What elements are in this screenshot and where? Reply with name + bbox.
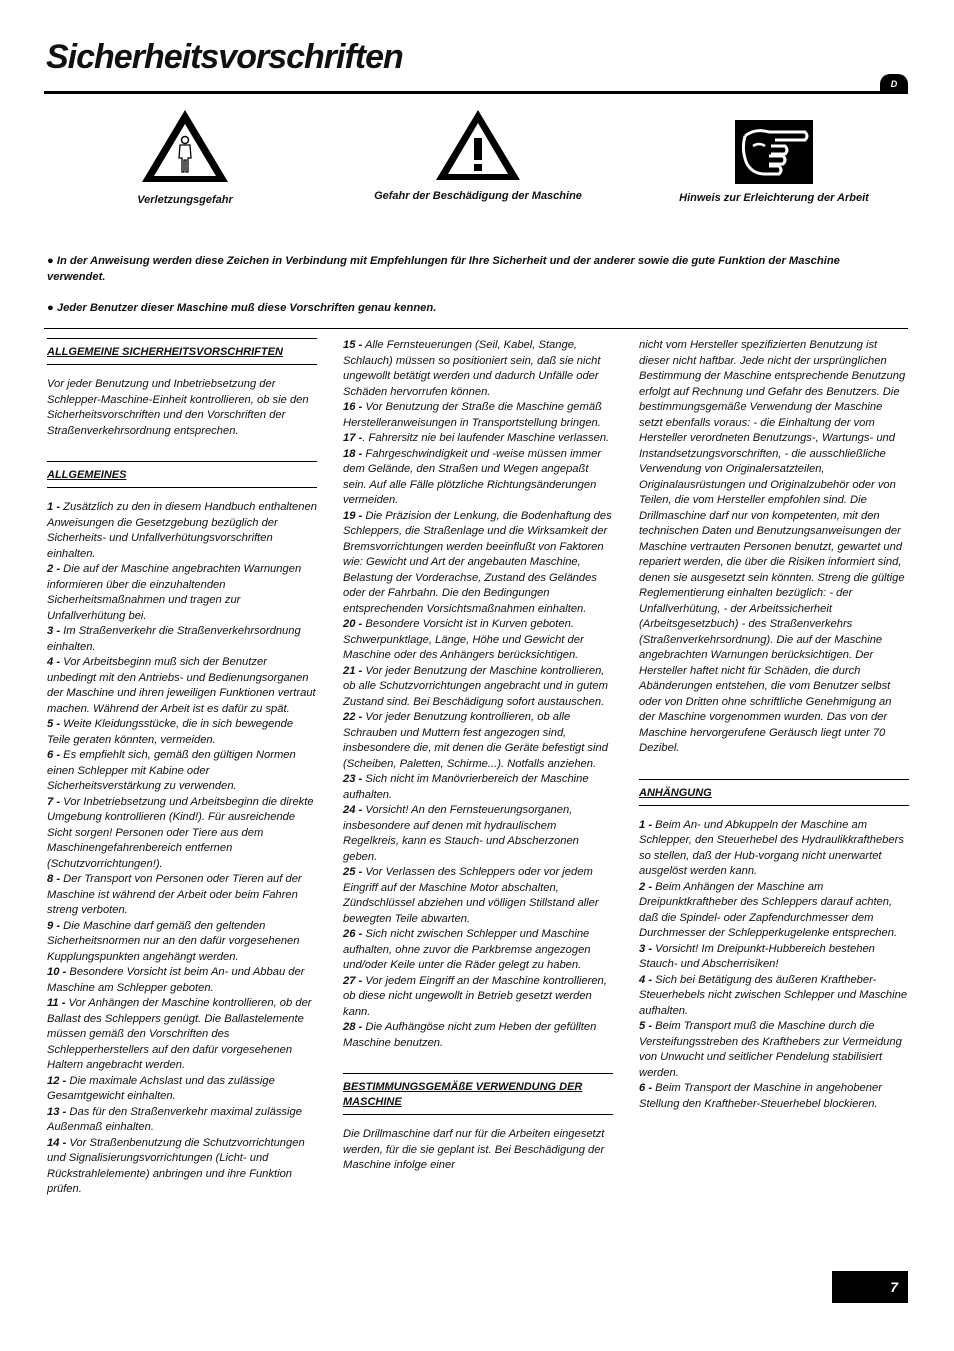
list-item (343, 338, 613, 400)
item-number: 26 - (343, 928, 363, 940)
item-text: Der Transport von Personen oder Tieren auf der Maschine ist während der Arbeit oder beim Fahren streng verboten. (47, 873, 302, 916)
list-item (343, 927, 613, 974)
item-number: 12 - (47, 1074, 67, 1087)
list-item (639, 880, 909, 942)
intro-paragraph-2: ● Jeder Benutzer dieser Maschine muß diese Vorschriften genau kennen. (47, 302, 437, 314)
item-text: Vor jedem Eingriff an der Maschine kontrollieren, ob diese nicht ungewollt in Betrieb gesetzt werden kann. (343, 974, 607, 1018)
list-item (47, 500, 317, 562)
list-item (47, 624, 317, 655)
symbol-injury-label: Verletzungsgefahr (137, 194, 233, 206)
item-number: 9 - (47, 919, 61, 932)
list-item (47, 1136, 317, 1198)
column-1 (47, 338, 317, 1198)
item-number: 11 - (47, 997, 66, 1009)
item-text: Vor Anhängen der Maschine kontrollieren, ob der Ballast des Schleppers genügt. Die Ballastelemente müssen gemäß den Vorschriften des Schlepperherstellers auf den dafür vorgesehenen Haltern angebracht werden. (47, 997, 312, 1071)
general-items-list-continued (343, 338, 613, 1051)
item-text: Vor Verlassen des Schleppers oder vor jedem Eingriff auf der Maschine Motor abschalten, Zündschlüssel abziehen und völligen Stillstand aller bewegten Teile abwarten. (343, 866, 599, 925)
item-number: 17 - (343, 432, 363, 444)
list-item (47, 717, 317, 748)
item-number: 5 - (47, 718, 61, 730)
item-text: Zusätzlich zu den in diesem Handbuch enthaltenen Anweisungen die Gesetzgebung bezüglich der Sicherheits- und Unfallverhütungsvorschriften einhalten. (47, 501, 317, 560)
list-item (47, 919, 317, 966)
list-item (343, 974, 613, 1021)
list-item (343, 617, 613, 664)
section-heading-general-safety: ALLGEMEINE SICHERHEITSVORSCHRIFTEN (47, 338, 317, 365)
list-item (47, 795, 317, 873)
item-text: Die Aufhängöse nicht zum Heben der gefüllten Maschine benutzen. (343, 1021, 597, 1049)
item-number: 23 - (343, 773, 363, 785)
item-text: Weite Kleidungsstücke, die in sich bewegende Teile geraten könnten, vermeiden. (47, 718, 294, 746)
column-2 (343, 338, 613, 1174)
item-text: Beim Anhängen der Maschine am Dreipunktkraftheber des Schleppers darauf achten, daß die Spindel- oder Zapfendurchmesser dem Durchmesser der Schlepperkugelenkе entsprechen. (639, 880, 898, 939)
list-item (639, 818, 909, 880)
item-number: 1 - (639, 818, 653, 831)
item-text: Beim Transport muß die Maschine durch die Versteifungsstreben des Krafthebers zur Vermeidung von Unwucht und seitlicher Pendelung stabilisiert werden. (639, 1020, 902, 1079)
list-item (639, 942, 909, 973)
item-number: 2 - (47, 563, 61, 575)
page-number: 7 (832, 1271, 908, 1303)
list-item (343, 509, 613, 618)
item-text: Fahrgeschwindigkeit und -weise müssen immer dem Gelände, den Straßen und Wegen angepaßt sein. Auf alle Fälle plötzliche Richtungsänderungen vermeiden. (343, 447, 602, 506)
item-text: Besondere Vorsicht ist beim An- und Abbau der Maschine am Schlepper geboten. (47, 966, 305, 994)
list-item (343, 431, 613, 447)
item-text: Die maximale Achslast und das zulässige Gesamtgewicht einhalten. (47, 1074, 275, 1102)
item-number: 3 - (639, 942, 653, 955)
item-number: 24 - (343, 804, 363, 816)
list-item (639, 1019, 909, 1081)
hitching-items-list (639, 818, 909, 1113)
list-item (47, 1105, 317, 1136)
item-text: Es empfiehlt sich, gemäß den gültigen Normen einen Schlepper mit Kabine oder Sicherheitsverstärkung zu verwenden. (47, 749, 296, 792)
item-text: Im Straßenverkehr die Straßenverkehrsordnung einhalten. (47, 625, 301, 653)
item-text: Sich bei Betätigung des äußeren Kraftheber-Steuerhebels nicht zwischen Schlepper und Maschine aufhalten. (639, 973, 908, 1017)
item-text: Vor jeder Benutzung der Maschine kontrollieren, ob alle Schutzvorrichtungen angebracht und in gutem Zustand sind. Bei Beschädigung sofort austauschen. (343, 664, 608, 708)
intro-rule (44, 328, 908, 329)
item-number: 14 - (47, 1136, 67, 1149)
item-text: Beim An- und Abkuppeln der Maschine am Schlepper, den Steuerhebel des Hydraulikkrafthebers so stellen, daß der Hub-vorgang nicht unerwartet ausgelöst werden kann. (639, 818, 904, 877)
symbol-injury (100, 108, 270, 206)
list-item (343, 710, 613, 772)
item-number: 6 - (639, 1082, 653, 1094)
list-item (343, 664, 613, 711)
item-text: Besondere Vorsicht ist in Kurven geboten. Schwerpunktlage, Länge, Höhe und Gewicht der Maschine oder des Anhängers berücksichtigen. (343, 618, 584, 661)
item-text: Vorsicht! Im Dreipunkt-Hubbereich bestehen Stauch- und Abscherrisiken! (639, 942, 875, 970)
symbol-work-hint-label: Hinweis zur Erleichterung der Arbeit (679, 192, 869, 204)
section-heading-general: ALLGEMEINES (47, 461, 317, 488)
item-number: 18 - (343, 447, 363, 460)
general-items-list (47, 500, 317, 1198)
item-number: 10 - (47, 966, 67, 978)
item-text: Vor Inbetriebsetzung und Arbeitsbeginn die direkte Umgebung kontrollieren (Kind!). Für ausreichende Sicht sorgen! Personen oder Tiere aus dem Maschinengefahrenbereich entfernen (Schutzvorrichtungen!). (47, 795, 314, 870)
item-number: 28 - (343, 1021, 363, 1033)
item-number: 15 - (343, 339, 363, 351)
item-number: 4 - (47, 656, 61, 668)
item-text: Die Präzision der Lenkung, die Bodenhaftung des Schleppers, die Straßenlage und die Wirksamkeit der Bremsvorrichtungen werden beeinflußt von Faktoren wie: Gewicht und Art der angebauten Maschine, Belastung der Vorderachse, Zustand des Geländes oder der Fahrbahn. Die den Bedingungen entsprechenden Vorsichtsmaßnahmen einhalten. (343, 509, 612, 615)
item-number: 16 - (343, 401, 363, 413)
section-heading-intended-use: BESTIMMUNGSGEMÄßE VERWENDUNG DER MASCHINE (343, 1073, 613, 1115)
section-heading-hitching: ANHÄNGUNG (639, 779, 909, 806)
list-item (47, 655, 317, 717)
item-text: Die Maschine darf gemäß den geltenden Sicherheitsnormen nur an den dafür vorgesehenen Kupplungspunkten angehängt werden. (47, 919, 300, 963)
item-number: 3 - (47, 625, 61, 637)
item-text: Beim Transport der Maschine in angehobener Stellung den Kraftheber-Steuerhebel blockieren. (639, 1082, 882, 1110)
item-number: 19 - (343, 509, 363, 522)
item-number: 13 - (47, 1105, 67, 1118)
symbol-machine-damage (350, 108, 606, 202)
list-item (343, 803, 613, 865)
exclamation-warning-icon (434, 108, 522, 182)
list-item (343, 865, 613, 927)
intended-use-paragraph: Die Drillmaschine darf nur für die Arbeiten eingesetzt werden, für die sie geplant ist. Bei Beschädigung der Maschine infolge einer (343, 1128, 605, 1171)
item-text: Vor Arbeitsbeginn muß sich der Benutzer unbedingt mit den Antriebs- und Bedienungsorganen der Maschine und ihren jeweiligen Funktionen vertraut machen. Während der Arbeit ist es dafür zu spät. (47, 656, 316, 715)
title-rule (44, 91, 908, 94)
page-title: Sicherheitsvorschriften (46, 38, 403, 76)
general-safety-paragraph: Vor jeder Benutzung und Inbetriebsetzung der Schlepper-Maschine-Einheit kontrollieren, ob sie den Sicherheitsvorschriften und den Vorschriften der Straßenverkehrsordnung entsprechen. (47, 378, 309, 437)
item-number: 20 - (343, 618, 363, 630)
list-item (47, 965, 317, 996)
symbol-work-hint (656, 120, 892, 204)
list-item (47, 996, 317, 1074)
intended-use-paragraph-continued: nicht vom Hersteller spezifizierten Benutzung ist dieser nicht haftbar. Jede nicht der ursprünglichen Bestimmung der Maschine entsprechende Benutzung erfolgt auf Rechnung und Gefahr des Benutzers. Die bestimmungsgemäße Verwendung der Maschine setzt ebenfalls voraus: - die Einhaltung der vom Hersteller verordneten Benutzungs-, Wartungs- und Instandsetzungsvorschriften, - die ausschließliche Verwendung von Originalersatzteilen, Originalausrüstungen und Originalzubehör oder von Teilen, die vom Hersteller empfohlen sind. Die Drillmaschine darf nur von kompetenten, mit den technischen Daten und Benutzungsanweisungen der Maschine vertrauten Personen benutzt, gewartet und repariert werden, die über die Risiken informiert sind, denen sie ausgesetzt sein könnten. Streng die gültige Reglementierung einhalten bezüglich: - der Unfallverhütung, - der Arbeitssicherheit (Arbeitsgesetzbuch) - des Straßenverkehrs (Straßenverkehrsordnung). Die auf der Maschine angebrachten Warnungen berücksichtigen. Der Hersteller haftet nicht für Schäden, die durch Abänderungen entstehen, die vom Benutzer selbst oder von Dritten ohne schriftliche Genehmigung an der Maschine vorgenommen wurden. Das von der Maschine hervorgerufene Geräusch liegt unter 70 Dezibel. (639, 339, 906, 754)
symbol-machine-damage-label: Gefahr der Beschädigung der Maschine (374, 190, 582, 202)
list-item (639, 1081, 909, 1112)
item-number: 5 - (639, 1020, 653, 1032)
list-item (47, 872, 317, 919)
item-text: Vor Straßenbenutzung die Schutzvorrichtungen und Signalisierungsvorrichtungen (Licht- und Rückstrahlelemente) anbringen und ihre Funktion prüfen. (47, 1136, 305, 1195)
item-text: Alle Fernsteuerungen (Seil, Kabel, Stange, Schlauch) müssen so positioniert sein, daß sie nicht ungewollt betätigt werden und dadurch Unfälle oder Schäden hervorrufen können. (343, 339, 601, 398)
list-item (343, 447, 613, 509)
item-text: Sich nicht zwischen Schlepper und Maschine aufhalten, ohne zuvor die Parkbremse angezogen und/oder Keile unter die Räder gelegt zu haben. (343, 928, 591, 971)
item-number: 2 - (639, 880, 653, 893)
item-text: Vor Benutzung der Straße die Maschine gemäß Herstelleranweisungen in Transportstellung bringen. (343, 401, 602, 429)
list-item (47, 562, 317, 624)
list-item (47, 748, 317, 795)
item-text: Das für den Straßenverkehr maximal zulässige Außenmaß einhalten. (47, 1105, 302, 1133)
item-number: 1 - (47, 501, 61, 513)
item-text: Die auf der Maschine angebrachten Warnungen informieren über die einzuhaltenden Sicherheitsmaßnahmen und tragen zur Unfallverhütung bei. (47, 563, 302, 622)
list-item (47, 1074, 317, 1105)
list-item (343, 772, 613, 803)
item-number: 4 - (639, 973, 653, 986)
item-number: 21 - (343, 664, 363, 677)
item-text: Sich nicht im Manövrierbereich der Maschine aufhalten. (343, 773, 589, 801)
language-badge: D (880, 74, 908, 94)
pointing-hand-icon (735, 120, 813, 184)
item-text: Vor jeder Benutzung kontrollieren, ob alle Schrauben und Muttern fest angezogen sind, insbesondere die, mit denen die Geräte befestigt sind (Scheiben, Paletten, Schirme...). Notfalls anziehen. (343, 711, 608, 770)
list-item (639, 973, 909, 1020)
item-number: 6 - (47, 749, 61, 761)
item-number: 22 - (343, 711, 363, 723)
item-text: Vorsicht! An den Fernsteuerungsorganen, insbesondere auf denen mit hydraulischem Regelkreis, kann es Stauch- und Abscherzonen geben. (343, 804, 579, 863)
injury-warning-icon (140, 108, 230, 184)
item-number: 27 - (343, 974, 363, 987)
item-number: 25 - (343, 866, 363, 878)
item-text: . Fahrersitz nie bei laufender Maschine verlassen. (362, 432, 610, 444)
list-item (343, 1020, 613, 1051)
item-number: 7 - (47, 795, 61, 808)
item-number: 8 - (47, 873, 61, 885)
list-item (343, 400, 613, 431)
intro-paragraph-1: ● In der Anweisung werden diese Zeichen in Verbindung mit Empfehlungen für Ihre Sicherheit und der anderer sowie die gute Funktion der Maschine verwendet. (47, 255, 840, 283)
column-3 (639, 338, 909, 1112)
